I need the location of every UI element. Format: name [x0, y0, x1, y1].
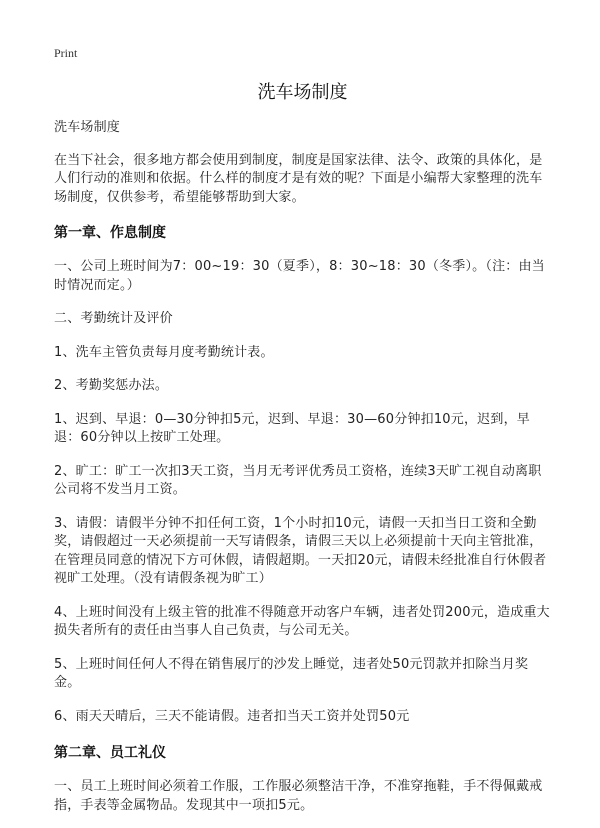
page-title: 洗车场制度: [257, 82, 348, 103]
chapter-1-heading: 第一章、作息制度: [54, 225, 166, 241]
paragraph: 2、考勤奖惩办法。: [54, 378, 169, 393]
paragraph: 二、考勤统计及评价: [54, 311, 173, 326]
intro-heading: 洗车场制度: [54, 120, 121, 135]
paragraph: 6、雨天天晴后，三天不能请假。违者扣当天工资并处罚50元: [54, 708, 410, 724]
paragraph: 4、上班时间没有上级主管的批准不得随意开动客户车辆，违者处罚200元，造成重大损失者所有的责任由当事人自己负责，与公司无关。: [54, 604, 550, 638]
paragraph: 一、员工上班时间必须着工作服，工作服必须整洁干净，不准穿拖鞋，手不得佩戴戒指，手表等金属物品。发现其中一项扣5元。: [54, 779, 543, 813]
paragraph: 3、请假：请假半分钟不扣任何工资，1个小时扣10元，请假一天扣当日工资和全勤奖，请假超过一天必须提前一天写请假条，请假三天以上必须提前十天向主管批准，在管理员同意的情况下方可休假，请假超期。一天扣20元，请假未经批准自行休假者视旷工处理。（没有请假条视为旷工）: [54, 515, 547, 586]
paragraph: 一、公司上班时间为7：00~19：30（夏季），8：30~18：30（冬季）。（注：由当时情况而定。）: [54, 259, 545, 293]
intro-paragraph: 在当下社会，很多地方都会使用到制度，制度是国家法律、法令、政策的具体化，是人们行动的准则和依据。什么样的制度才是有效的呢？下面是小编帮大家整理的洗车场制度，仅供参考，希望能够帮助到大家。: [54, 152, 543, 205]
paragraph: 1、洗车主管负责每月度考勤统计表。: [54, 344, 274, 360]
document-page: [54, 78, 551, 815]
paragraph: 5、上班时间任何人不得在销售展厅的沙发上睡觉，违者处50元罚款并扣除当月奖金。: [54, 656, 529, 690]
print-link[interactable]: Print: [54, 46, 78, 60]
paragraph: 1、迟到、早退：0—30分钟扣5元，迟到、早退：30—60分钟扣10元，迟到，早退：60分钟以上按旷工处理。: [54, 411, 530, 445]
chapter-2-heading: 第二章、员工礼仪: [54, 745, 166, 761]
paragraph: 2、旷工：旷工一次扣3天工资，当月无考评优秀员工资格，连续3天旷工视自动离职公司将不发当月工资。: [54, 463, 542, 497]
